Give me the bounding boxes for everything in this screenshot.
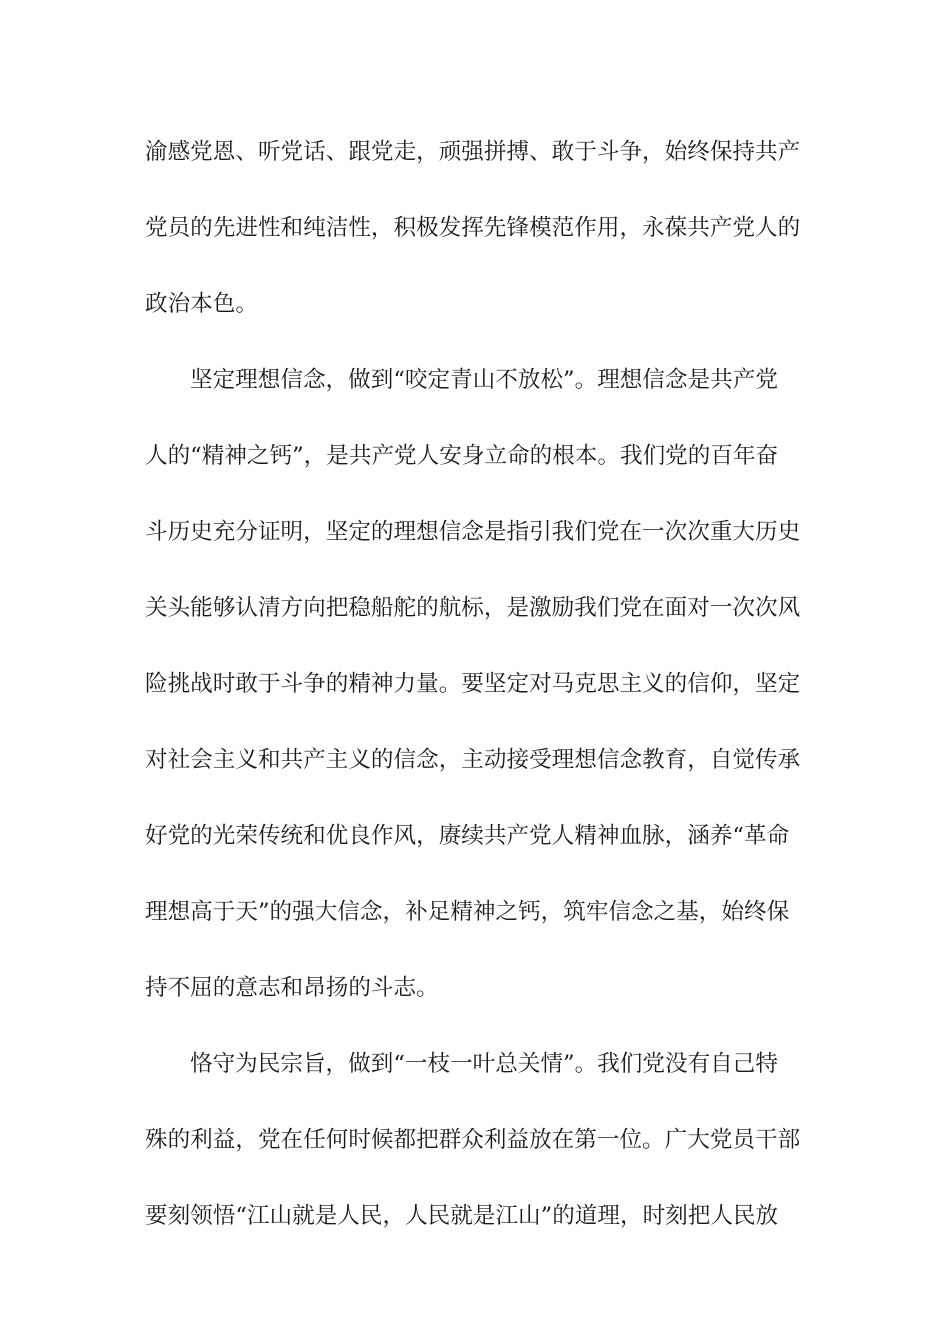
document-body [145,128,801,1268]
text-line: 要刻领悟“江山就是人民，人民就是江山”的道理，时刻把人民放 [145,1203,779,1229]
text-line: 理想高于天”的强大信念，补足精神之钙，筑牢信念之基，始终保 [145,899,790,925]
paragraph-first-line: 坚定理想信念，做到“咬定青山不放松”。理想信念是共产党 [190,367,778,393]
text-line: 人的“精神之钙”，是共产党人安身立命的根本。我们党的百年奋 [145,443,779,469]
text-line: 对社会主义和共产主义的信念，主动接受理想信念教育，自觉传承 [145,747,801,773]
text-line: 关头能够认清方向把稳船舵的航标，是激励我们党在面对一次次风 [145,595,801,621]
text-line: 险挑战时敢于斗争的精神力量。要坚定对马克思主义的信仰，坚定 [145,671,801,697]
paragraph-first-line: 恪守为民宗旨，做到“一枝一叶总关情”。我们党没有自己特 [190,1051,778,1077]
text-line: 殊的利益，党在任何时候都把群众利益放在第一位。广大党员干部 [145,1127,801,1153]
text-line: 党员的先进性和纯洁性，积极发挥先锋模范作用，永葆共产党人的 [145,215,801,241]
text-line: 好党的光荣传统和优良作风，赓续共产党人精神血脉，涵养“革命 [145,823,790,849]
text-line: 斗历史充分证明，坚定的理想信念是指引我们党在一次次重大历史 [145,519,801,545]
text-line: 持不屈的意志和昂扬的斗志。 [145,975,439,1001]
text-line: 渝感党恩、听党话、跟党走，顽强拼搏、敢于斗争，始终保持共产 [145,139,801,165]
text-line: 政治本色。 [145,291,258,317]
